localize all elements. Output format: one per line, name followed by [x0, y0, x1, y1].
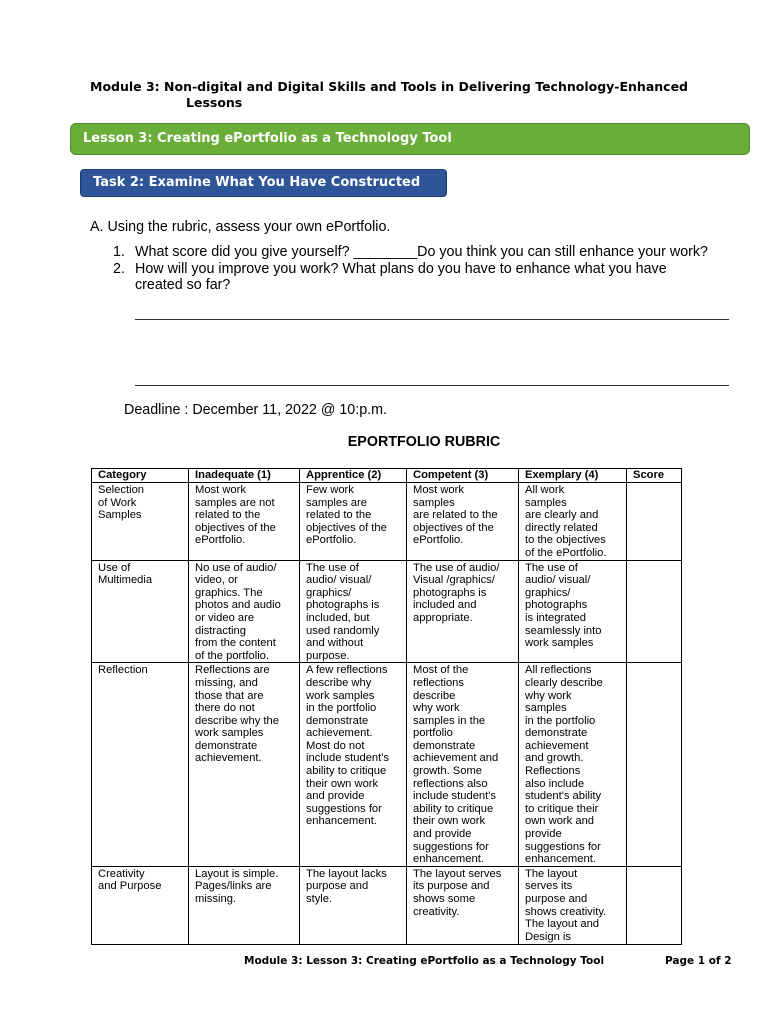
answer-line	[135, 319, 729, 320]
cell-category: Selection of Work Samples	[92, 483, 189, 561]
table-row	[92, 483, 682, 561]
rubric-table	[91, 468, 682, 945]
rubric-title: EPORTFOLIO RUBRIC	[347, 434, 501, 450]
cell-score	[627, 663, 682, 867]
cell-competent: The layout serves its purpose and shows some creativity.	[407, 866, 519, 944]
cell-inadequate: Reflections are missing, and those that are there do not describe why the work samples demonstrate achievement.	[189, 663, 300, 867]
cell-score	[627, 866, 682, 944]
cell-apprentice: A few reflections describe why work samples in the portfolio demonstrate achievement. Most do not include student's ability to critique their own work and provide suggestions for enhancement.	[300, 663, 407, 867]
question-text: How will you improve you work? What plans do you have to enhance what you have created so far?	[135, 261, 667, 293]
cell-category: Reflection	[92, 663, 189, 867]
module-title-line1: Module 3: Non-digital and Digital Skills and Tools in Delivering Technology-Enhanced	[90, 79, 689, 94]
lesson-banner: Lesson 3: Creating ePortfolio as a Technology Tool	[70, 123, 750, 155]
header-score: Score	[627, 469, 682, 483]
question-item	[113, 261, 713, 293]
deadline: Deadline : December 11, 2022 @ 10:p.m.	[124, 402, 387, 418]
cell-category: Creativity and Purpose	[92, 866, 189, 944]
header-apprentice: Apprentice (2)	[300, 469, 407, 483]
cell-inadequate: No use of audio/ video, or graphics. The photos and audio or video are distracting from the content of the portfolio.	[189, 560, 300, 663]
cell-competent: The use of audio/ Visual /graphics/ photographs is included and appropriate.	[407, 560, 519, 663]
question-list	[113, 244, 713, 293]
module-title-line2: Lessons	[186, 95, 243, 110]
module-title	[90, 79, 730, 111]
task-banner: Task 2: Examine What You Have Constructed	[80, 169, 447, 197]
cell-competent: Most work samples are related to the objectives of the ePortfolio.	[407, 483, 519, 561]
cell-competent: Most of the reflections describe why work samples in the portfolio demonstrate achievement and growth. Some reflections also include student's ability to critique their own work and provide suggestions for enhancement.	[407, 663, 519, 867]
header-inadequate: Inadequate (1)	[189, 469, 300, 483]
question-number: 2.	[113, 261, 125, 277]
header-exemplary: Exemplary (4)	[519, 469, 627, 483]
footer-module-lesson: Module 3: Lesson 3: Creating ePortfolio as a Technology Tool	[244, 955, 605, 967]
intro-instruction: A. Using the rubric, assess your own ePortfolio.	[90, 219, 391, 235]
cell-exemplary: All reflections clearly describe why work samples in the portfolio demonstrate achievement and growth. Reflections also include student's ability to critique their own work and provide suggestions for enhancement.	[519, 663, 627, 867]
cell-exemplary: The use of audio/ visual/ graphics/ photographs is integrated seamlessly into work samples	[519, 560, 627, 663]
question-item	[113, 244, 713, 260]
cell-apprentice: The layout lacks purpose and style.	[300, 866, 407, 944]
question-text: What score did you give yourself? ________Do you think you can still enhance your work?	[135, 244, 708, 260]
question-number: 1.	[113, 244, 125, 260]
table-row	[92, 663, 682, 867]
cell-exemplary: The layout serves its purpose and shows creativity. The layout and Design is	[519, 866, 627, 944]
cell-apprentice: The use of audio/ visual/ graphics/ photographs is included, but used randomly and without purpose.	[300, 560, 407, 663]
answer-line	[135, 385, 729, 386]
cell-inadequate: Layout is simple. Pages/links are missing.	[189, 866, 300, 944]
header-competent: Competent (3)	[407, 469, 519, 483]
cell-apprentice: Few work samples are related to the objectives of the ePortfolio.	[300, 483, 407, 561]
table-row	[92, 866, 682, 944]
cell-exemplary: All work samples are clearly and directly related to the objectives of the ePortfolio.	[519, 483, 627, 561]
cell-category: Use of Multimedia	[92, 560, 189, 663]
header-category: Category	[92, 469, 189, 483]
cell-score	[627, 483, 682, 561]
cell-inadequate: Most work samples are not related to the objectives of the ePortfolio.	[189, 483, 300, 561]
table-header-row	[92, 469, 682, 483]
footer-page-number: Page 1 of 2	[665, 955, 732, 967]
cell-score	[627, 560, 682, 663]
table-row	[92, 560, 682, 663]
